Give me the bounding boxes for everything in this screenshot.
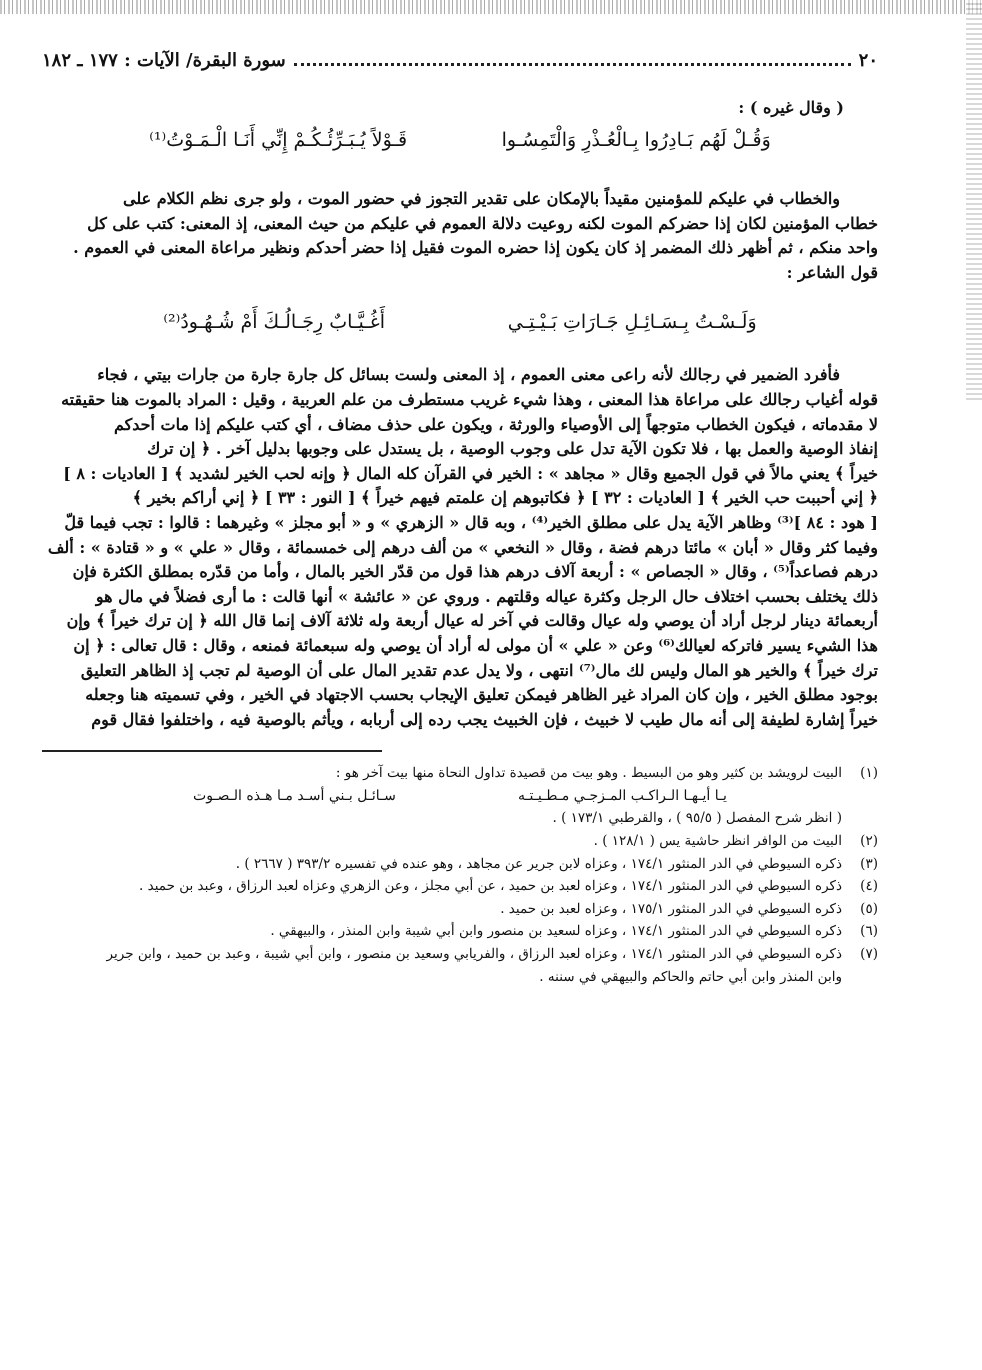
paragraph-line: خطاب المؤمنين لكان إذا حضركم الموت لكنه روعيت دلالة العموم في عليكم من حيث المعنى، إذ المعنى: كتب على كل (87, 213, 878, 233)
paragraph-line: ترك خيراً ﴾ والخير هو المال وليس لك مال⁽⁷⁾ انتهى ، ولا يدل عدم تقدير المال على أن الوصية لم تجب إذ الظاهر التعليق (80, 660, 878, 680)
paragraph-line: خيراً إشارة لطيفة إلى أنه مال طيب لا خبيث ، فإن الخبيث يجب رده إلى أربابه ، ويأثم بالوصية فيه ، واختلفوا فقال قوم (91, 709, 878, 729)
verse-2-hemistich-2: أَغُـيَّـابٌ رِجَـالُـكَ أَمْ شُـهُـودُ⁽²⁾ (163, 311, 385, 334)
paragraph-line: فأفرد الضمير في رجالك لأنه راعى معنى العموم ، إذ المعنى ولست بسائل كل جارة جارة من جارات بيتي ، فجاء (97, 365, 840, 385)
footnote-text: ذكره السيوطي في الدر المنثور ١٧٤/١ ، وعزاه لسعيد بن منصور وابن أبي شيبة وابن المنذر ، والبيهقي . (270, 923, 842, 940)
footnote-text: البيت لرويشد بن كثير وهو من البسيط . وهو بيت من قصيدة تداول النحاة منها بيت آخر هو : (335, 765, 842, 782)
paragraph-line: ﴿ إني أحببت حب الخير ﴾ [ العاديات : ٣٢ ] ﴿ فكاتبوهم إن علمتم فيهم خيراً ﴾ [ النور : ٣٣ ] ﴿ إني أراكم بخير ﴾ (132, 488, 878, 508)
footnote-5 (42, 898, 878, 921)
verse-1-hemistich-1: وَقُـلْ لَهُم بَـادِرُوا بِـالْعُـذْرِ وَالْتَمِسُـوا (501, 129, 771, 151)
paragraph-line: [ هود : ٨٤ ]⁽³⁾ وظاهر الآية يدل على مطلق الخير⁽⁴⁾ ، وبه قال « الزهري » و « أبو مجلز » وغيرهما : قالوا : تجب فيما قلّ (64, 512, 878, 532)
running-header (42, 50, 878, 80)
footnote-number: (٦) (860, 923, 878, 940)
paragraph-line: لا مقدماته ، فيكون الخطاب متوجهاً إلى الأوصياء والورثة ، ويكون على حذف مضاف ، أي كتب عليكم إذا مات أحدكم (113, 414, 878, 434)
footnote-7 (42, 943, 878, 966)
footnotes (42, 762, 878, 988)
footnote-number: (١) (860, 765, 878, 782)
right-ornament-border (966, 0, 982, 400)
footnote-1-verse (42, 785, 878, 808)
paragraph-1 (42, 187, 878, 285)
verse-1 (102, 129, 818, 151)
footnote-number: (٧) (860, 946, 878, 963)
footnote-1-reference: ( انظر شرح المفصل ( ٩٥/٥ ) ، والقرطبي ١٧٣/١ ) . (552, 810, 842, 827)
paragraph-line: خيراً ﴾ يعني مالاً في قول الجميع وقال « مجاهد » : الخير في القرآن كله المال ﴿ وإنه لحب الخير لشديد ﴾ [ العاديات : ٨ ] (63, 463, 878, 483)
footnote-number: (٥) (860, 900, 878, 917)
footnote-verse-hemistich-1: يـا أيـهـا الـراكـب المـزجـي مـطـيـتـه (517, 787, 727, 804)
footnote-text: ذكره السيوطي في الدر المنثور ١٧٥/١ ، وعزاه لعبد بن حميد . (500, 900, 842, 917)
footnote-1 (42, 762, 878, 785)
footnote-7-continuation: وابن المنذر وابن أبي حاتم والحاكم والبيهقي في سننه . (539, 968, 842, 985)
paragraph-line: هذا الشيء يسير فاتركه لعيالك⁽⁶⁾ وعن « علي » أن مولى له أراد أن يوصي وله سبعمائة فمنعه ، وقال : قال تعالى : ﴿ إن (73, 635, 878, 655)
footnote-text: ذكره السيوطي في الدر المنثور ١٧٤/١ ، وعزاه لعبد الرزاق ، والفريابي وسعيد بن منصور ، وابن أبي شيبة ، وعبد بن حميد ، وابن جرير (106, 946, 842, 963)
verse-2 (102, 311, 818, 333)
footnote-6 (42, 920, 878, 943)
paragraph-line: واحد منكم ، ثم أظهر ذلك المضمر إذ كان يكون إذا حضره الموت فقيل إذا حضر أحدكم ونظير مراعاة المعنى في العموم . (73, 238, 878, 258)
paragraph-line: درهم فصاعداً⁽⁵⁾ ، وقال « الجصاص » : أربعة آلاف درهم هذا قول من قدّر الخير بالمال ، وأما من قدّره بمطلق الكثرة فإن (72, 562, 878, 582)
footnote-verse-hemistich-2: سـائـل بـني أسـد مـا هـذه الـصـوت (193, 787, 396, 804)
page-number: ٢٠ (858, 50, 878, 71)
top-ornament-border (0, 0, 982, 14)
footnote-number: (٤) (860, 878, 878, 895)
paragraph-line: إنفاذ الوصية والعمل بها ، فلا تكون الآية تدل على وجوب الوصية ، بل يستدل على وجوبها بدليل آخر . ﴿ إن ترك (147, 439, 878, 459)
footnote-text: ذكره السيوطي في الدر المنثور ١٧٤/١ ، وعزاه لعبد بن حميد ، عن أبي مجلز ، وعن الزهري وعزاه لعبد الرزاق ، وعبد بن حميد . (139, 878, 842, 895)
paragraph-line: والخطاب في عليكم للمؤمنين مقيداً بالإمكان على تقدير التجوز في حضور الموت ، ولو جرى نظم الكلام على (123, 189, 840, 208)
header-title: سورة البقرة/ الآيات : ١٧٧ ـ ١٨٢ (42, 50, 286, 71)
footnote-text: ذكره السيوطي في الدر المنثور ١٧٤/١ ، وعزاه لابن جرير عن مجاهد ، وهو عنده في تفسيره ٣٩٣/٢ ( ٢٦٦٧ ) . (235, 855, 842, 872)
page (42, 50, 878, 988)
paragraph-2 (42, 363, 878, 732)
header-dot-leader (294, 63, 851, 66)
paragraph-line: وفيما كثر وقال « أبان » مائتا درهم فضة ، وقال « النخعي » من ألف درهم إلى خمسمائة ، وقال « علي » و « قتادة » : ألف (47, 537, 878, 557)
said-other-heading: ( وقال غيره ) : (738, 98, 844, 117)
verse-2-hemistich-1: وَلَـسْـتُ بِـسَـائِـلِ جَـارَاتِ بَـيْـتِـي (507, 311, 757, 334)
footnote-text: البيت من الوافر انظر حاشية يس ( ١٢٨/١ ) . (593, 833, 842, 850)
verse-1-hemistich-2: قَـوْلاً يُـبَـرِّئُـكُـمْ إِنِّي أَنَـا الْـمَـوْتُ⁽¹⁾ (149, 129, 408, 151)
footnote-number: (٣) (860, 855, 878, 872)
footnote-separator (42, 750, 382, 752)
paragraph-line: بوجود مطلق الخير ، وإن كان المراد غير الظاهر فيمكن تعليق الإيجاب بحسب الاجتهاد في الخير ، وفي تسميته هنا وجعله (85, 685, 878, 705)
paragraph-line: ذلك يختلف بحسب اختلاف حال الرجل وكثرة عياله وقلتهم . وروي عن « عائشة » أنها قالت : ما أرى فضلاً في مال هو (95, 586, 878, 606)
footnote-3 (42, 853, 878, 876)
paragraph-line: قول الشاعر : (786, 262, 878, 282)
paragraph-line: أربعمائة دينار لرجل أراد أن يوصي وله عيال وقالت في آخر له عيال أربعة وله ثلاثة آلاف إنما قال الله ﴿ إن ترك خيراً ﴾ وإن (66, 611, 878, 631)
footnote-2 (42, 830, 878, 853)
footnote-number: (٢) (860, 833, 878, 850)
paragraph-line: قوله أغياب رجالك على مراعاة هذا المعنى ، وهذا شيء غريب مستطرف من علم العربية ، وقيل : المراد بالموت هنا حقيقته (61, 389, 878, 409)
footnote-4 (42, 875, 878, 898)
